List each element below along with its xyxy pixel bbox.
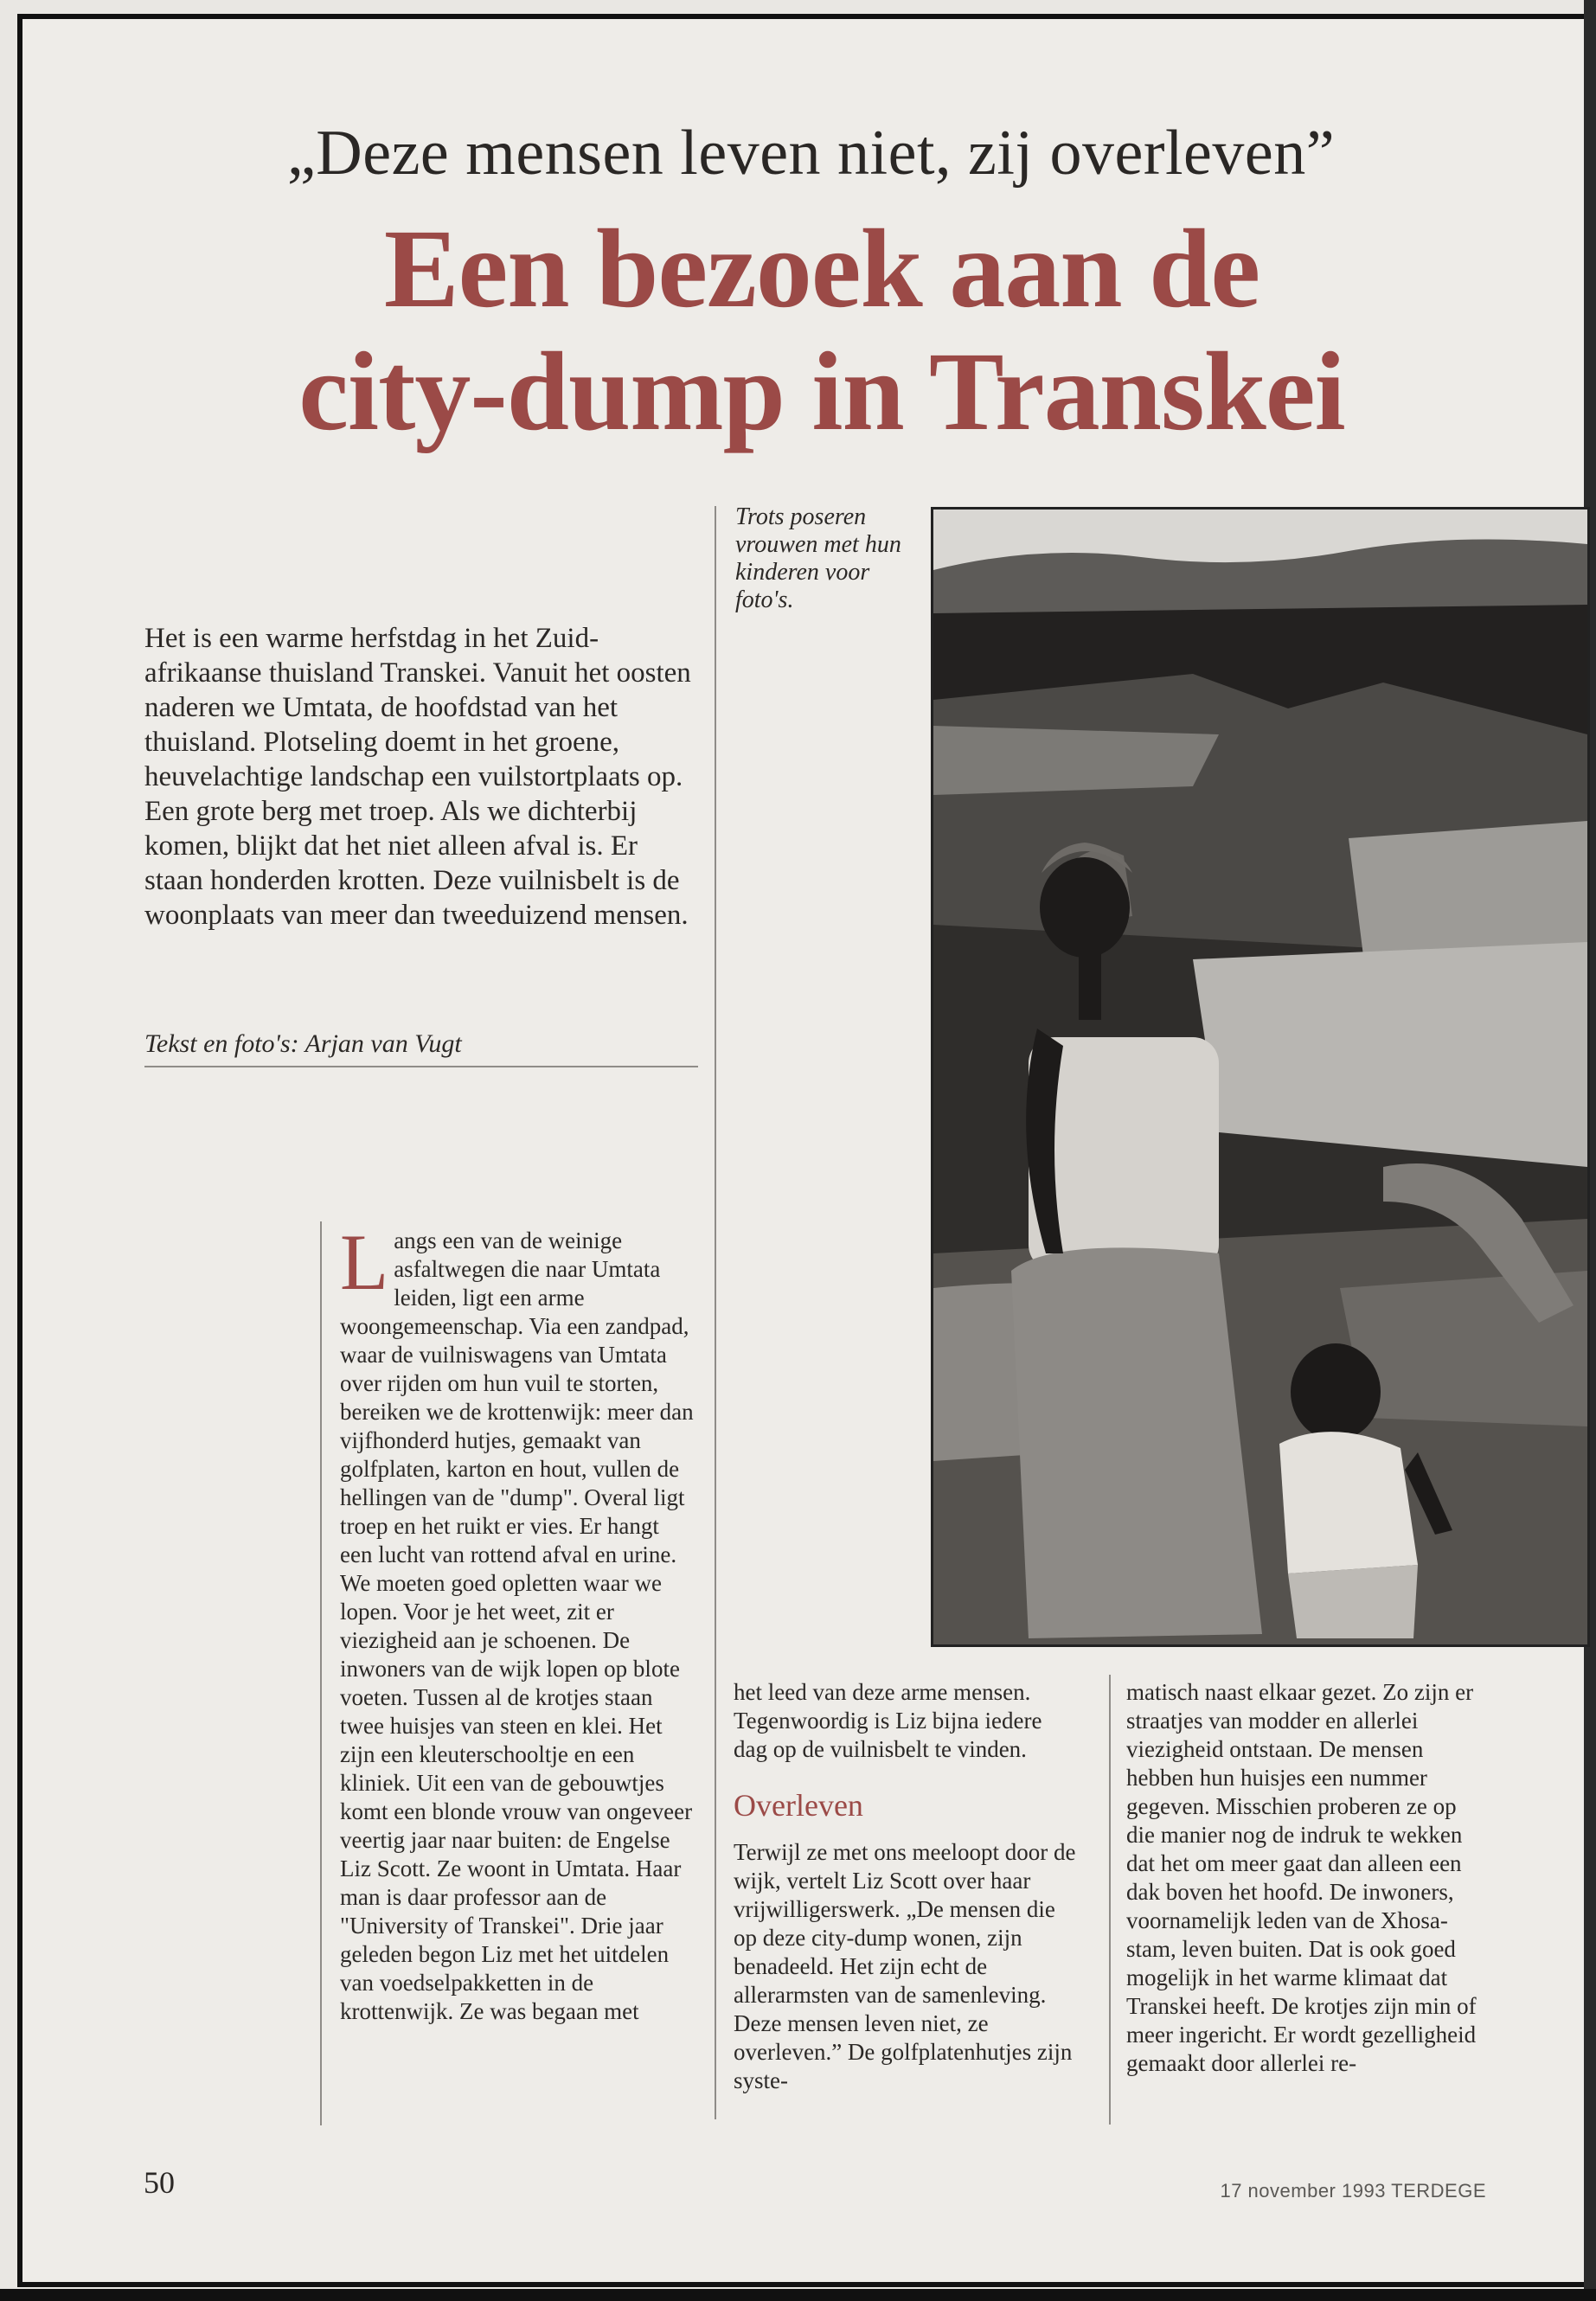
column-rule-left [715, 506, 716, 2119]
issue-footer: 17 november 1993 TERDEGE [1220, 2180, 1486, 2202]
article-headline [260, 208, 1384, 453]
column-1-text: angs een van de weinige asfaltwegen die naar Umtata leiden, ligt een arme woongemeenschap. Via een zandpad, waar de vuilniswagens van Umtata over rijden om hun vuil te storten, bereiken we de krottenwijk: meer dan vijfhonderd hutjes, gemaakt van golfplaten, karton en hout, vullen de hellingen van de "dump". Overal ligt troep en het ruikt er vies. Er hangt een lucht van rottend afval en urine. We moeten goed opletten waar we lopen. Voor je het weet, zit er viezigheid aan je schoenen. De inwoners van de wijk lopen op blote voeten. Tussen al de krotjes staan twee huisjes van steen en klei. Het zijn een kleuterschooltje en een kliniek. Uit een van de gebouwtjes komt een blonde vrouw van ongeveer veertig jaar naar buiten: de Engelse Liz Scott. Ze woont in Umtata. Haar man is daar professor aan de "University of Transkei". Drie jaar geleden begon Liz met het uitdelen van voedselpakketten in de krottenwijk. Ze was begaan met [340, 1227, 694, 2024]
article-intro: Het is een warme herfstdag in het Zuid-afrikaanse thuisland Transkei. Vanuit het oosten naderen we Umtata, de hoofdstad van het thuisland. Plotseling doemt in het groene, heuvelachtige landschap een vuilstortplaats op. Een grote berg met troep. Als we dichterbij komen, blijkt dat het niet alleen afval is. Er staan honderden krotten. Deze vuilnisbelt is de woonplaats van meer dan tweeduizend mensen. [144, 623, 691, 931]
headline-line-1: Een bezoek aan de [383, 207, 1260, 331]
article-column-1 [340, 1218, 695, 2026]
page-number: 50 [144, 2165, 175, 2200]
headline-line-2: city-dump in Transkei [298, 330, 1345, 454]
section-subhead: Overleven [734, 1788, 863, 1823]
article-photo [931, 507, 1590, 1647]
byline-divider [144, 1066, 698, 1067]
scan-edge-bottom [0, 2289, 1596, 2301]
article-column-2 [734, 1678, 1080, 2095]
photo-caption: Trots poseren vrouwen met hun kinderen voor foto's. [735, 503, 901, 613]
column-rule-col3 [1109, 1675, 1111, 2125]
photo-women-children-dump [933, 510, 1587, 1644]
column-2-text-a: het leed van deze arme mensen. Tegenwoordig is Liz bijna iedere dag op de vuilnisbelt te vinden. [734, 1679, 1042, 1762]
article-column-3: matisch naast elkaar gezet. Zo zijn er straatjes van modder en allerlei viezigheid ontstaan. De mensen hebben hun huisjes een nummer gegeven. Misschien proberen ze op die manier nog de indruk te wekken dat het om meer gaat dan alleen een dak boven het hoofd. De inwoners, voornamelijk leden van de Xhosa-stam, leven buiten. Dat is ook goed mogelijk in het warme klimaat dat Transkei heeft. De krotjes zijn min of meer ingericht. Er wordt gezelligheid gemaakt door allerlei re- [1126, 1679, 1477, 2076]
drop-cap: L [340, 1218, 389, 1306]
article-byline: Tekst en foto's: Arjan van Vugt [144, 1029, 462, 1058]
column-rule-col1 [320, 1221, 322, 2125]
column-2-text-b: Terwijl ze met ons meeloopt door de wijk, vertelt Liz Scott over haar vrijwilligerswerk. „De mensen die op deze city-dump wonen, zijn benadeeld. Het zijn echt de allerarmsten van de samenleving. Deze mensen leven niet, ze overleven.” De golfplatenhutjes zijn syste- [734, 1839, 1076, 2093]
article-kicker: „Deze mensen leven niet, zij overleven” [286, 118, 1336, 189]
